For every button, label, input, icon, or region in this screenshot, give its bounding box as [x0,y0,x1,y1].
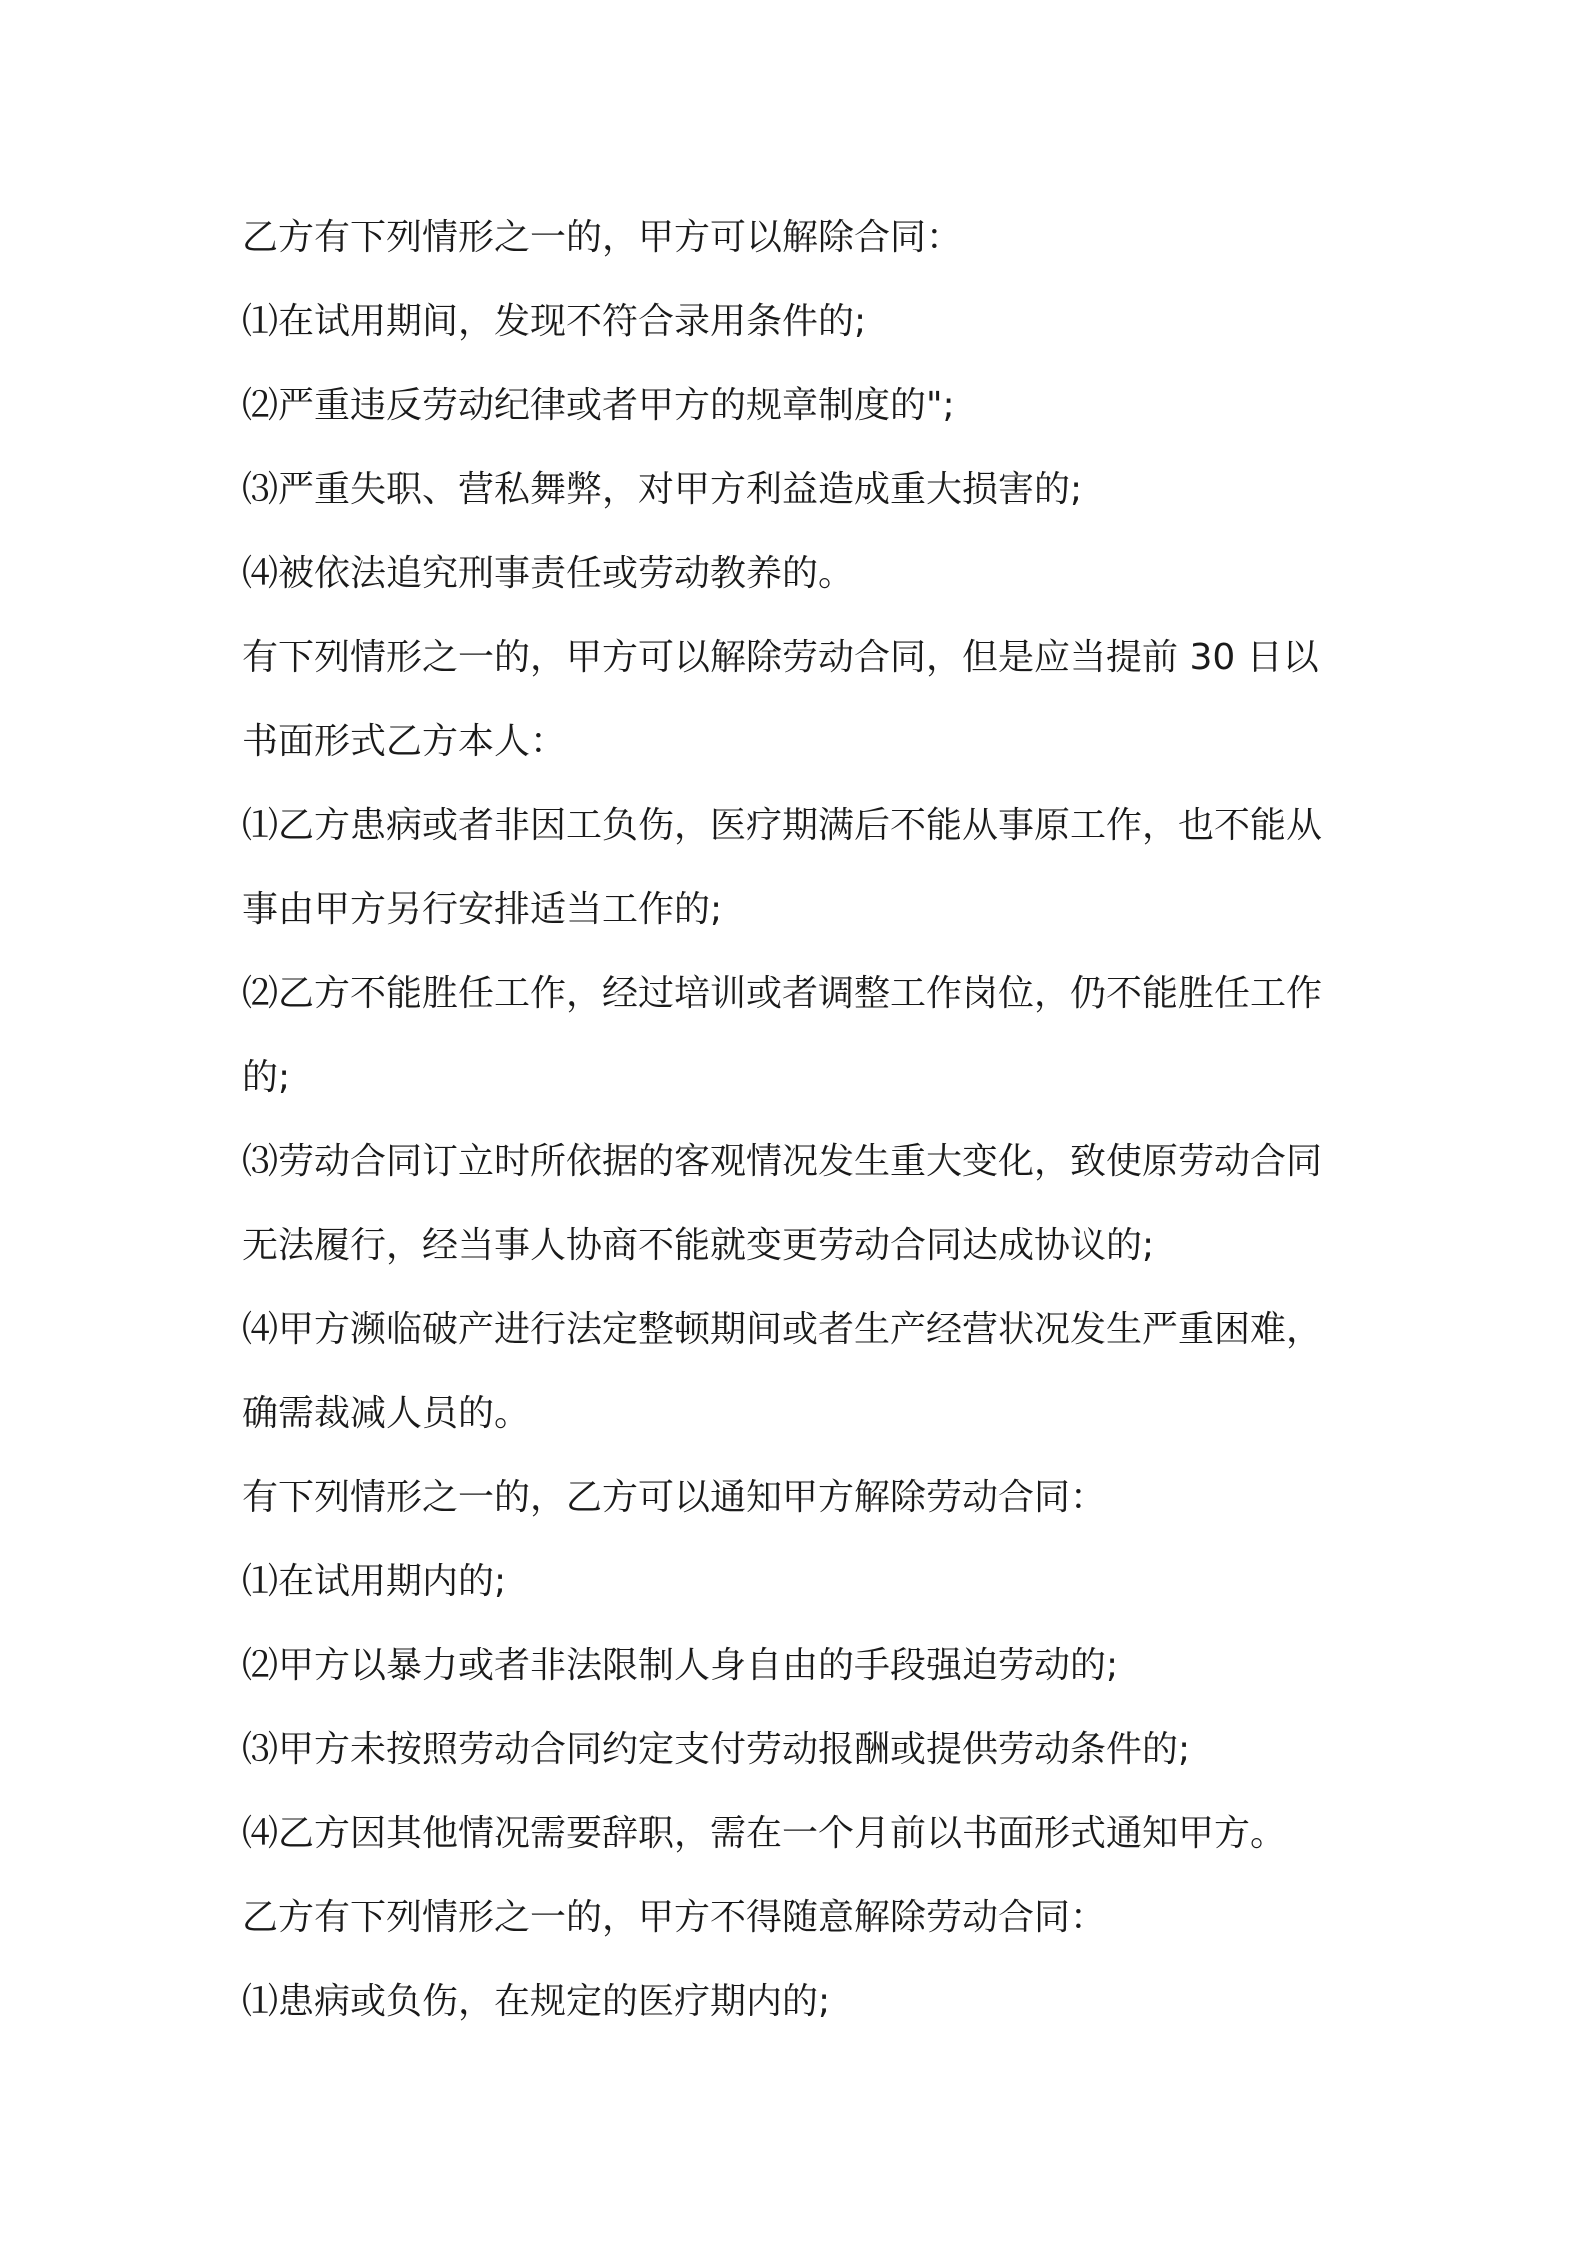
text-line: ⑵乙方不能胜任工作，经过培训或者调整工作岗位，仍不能胜任工作 [242,973,1323,1014]
text-line: 有下列情形之一的，甲方可以解除劳动合同，但是应当提前 30 日以 [242,637,1319,678]
text-line: 事由甲方另行安排适当工作的; [242,889,723,930]
text-line: 无法履行，经当事人协商不能就变更劳动合同达成协议的; [242,1225,1155,1266]
text-line: 有下列情形之一的，乙方可以通知甲方解除劳动合同： [242,1477,1107,1518]
text-line: 乙方有下列情形之一的，甲方可以解除合同： [242,217,963,258]
text-line: ⑷被依法追究刑事责任或劳动教养的。 [242,553,855,594]
document-body [242,196,1362,2044]
text-line: ⑴在试用期间，发现不符合录用条件的; [242,301,867,342]
text-line: 确需裁减人员的。 [242,1393,531,1434]
text-line: ⑶劳动合同订立时所依据的客观情况发生重大变化，致使原劳动合同 [242,1141,1323,1182]
text-line: 书面形式乙方本人： [242,721,567,762]
text-line: ⑴乙方患病或者非因工负伤，医疗期满后不能从事原工作，也不能从 [242,805,1323,846]
text-line: ⑷甲方濒临破产进行法定整顿期间或者生产经营状况发生严重困难， [242,1309,1323,1350]
text-line: 的; [242,1057,291,1098]
text-line: ⑶甲方未按照劳动合同约定支付劳动报酬或提供劳动条件的; [242,1729,1191,1770]
text-line: ⑵甲方以暴力或者非法限制人身自由的手段强迫劳动的; [242,1645,1119,1686]
text-line: ⑴患病或负伤，在规定的医疗期内的; [242,1981,831,2022]
text-line: ⑴在试用期内的; [242,1561,507,1602]
text-line: ⑵严重违反劳动纪律或者甲方的规章制度的"; [242,385,955,426]
text-line: 乙方有下列情形之一的，甲方不得随意解除劳动合同： [242,1897,1107,1938]
text-line: ⑶严重失职、营私舞弊，对甲方利益造成重大损害的; [242,469,1083,510]
text-line: ⑷乙方因其他情况需要辞职，需在一个月前以书面形式通知甲方。 [242,1813,1287,1854]
